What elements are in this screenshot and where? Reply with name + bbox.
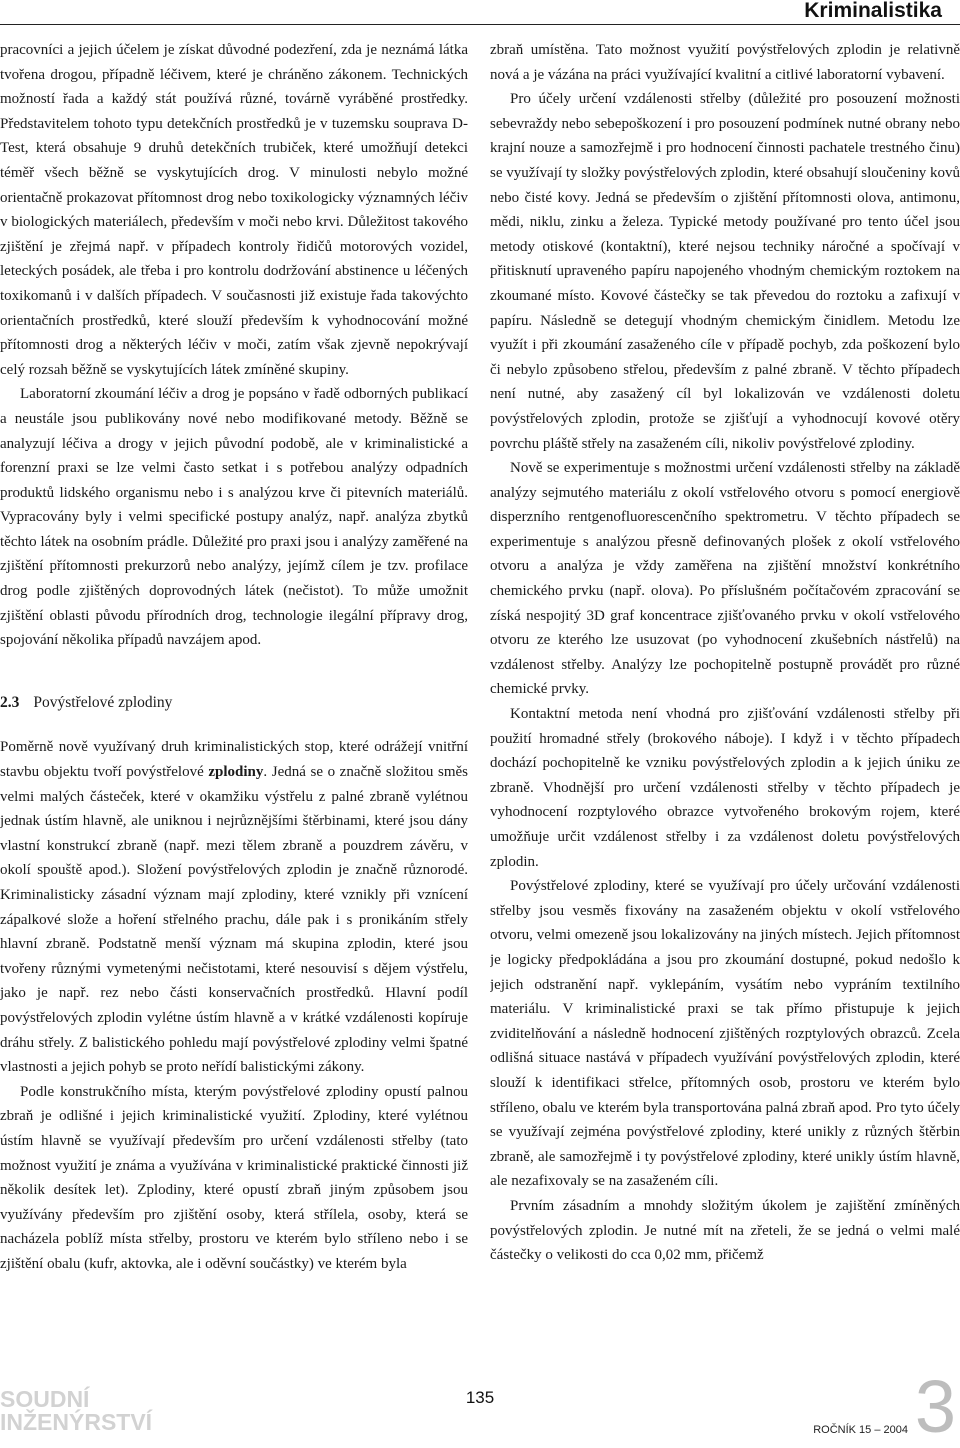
right-column [490,38,960,1338]
paragraph-text: . Jedná se o značně složitou směs velmi malých částeček, které v okamžiku výstřelu z palné zbraně vylétnou jednak ústím hlavně, ale uniknou i nejrůznějšími štěrbinami, které jsou dány vlastní konstrukcí zbraně (např. mezi tělem zbraně a pouzdrem závěru, v okolí spouště apod.). Složení povýstřelových zplodin je značně různorodé. Kriminalisticky zásadní význam mají zplodiny, které vznikly při vznícení zápalkové slože a hoření střelného prachu, dále pak i s pronikáním střely hlavní zbraně. Podstatně menší význam má skupina zplodin, které jsou tvořeny různými vymetenými nečistotami, které nesouvisí s dějem výstřelu, jako je např. rez nebo části konservačních prostředků. Hlavní podíl povýstřelových zplodin vylétne ústím hlavně a v krátké vzdálenosti kopíruje dráhu střely. Z balistického pohledu mají povýstřelové zplodiny velmi špatné vlastnosti a jejich pohyb se proto neřídí balistickými zákony. [0,764,468,1076]
journal-logo-line: SOUDNÍ [0,1386,90,1412]
left-column [0,38,468,1338]
paragraph: Nově se experimentuje s možnostmi určení vzdálenosti střelby na základě analýzy sejmutého materiálu z okolí vstřelového otvoru s pomocí energiově disperzního rentgenofluorescenčního spektrometru. V těchto případech se experimentuje s analýzou přesně definovaných plošek z okolí vstřelového otvoru a analýza je vždy zaměřena na zjištění množství konkrétního chemického prvku (např. olova). Po příslušném počítačovém zpracování se získá nespojitý 3D graf koncentrace zjišťovaného prvku v okolí vstřelového otvoru ze kterého lze usuzovat (po vyhodnocení zkušebních nástřelů) na vzdálenost střelby. Analýzy lze pochopitelně postupně provádět pro různé chemické prvky. [490,460,960,698]
journal-logo-line: INŽENÝRSTVÍ [0,1409,153,1435]
paragraph: Laboratorní zkoumání léčiv a drog je popsáno v řadě odborných publikací a neustále jsou publikovány nové nebo modifikované metody. Běžně se analyzují léčiva a drogy v jejich původní podobě, ale v kriminalistické a forenzní praxi se lze velmi často setkat i s potřebou analýzy odpadních produktů lidského organismu nebo i s analýzou krve či pitevních materiálů. Vypracovány byly i velmi specifické postupy analýz, např. analýza zbytků těchto látek na osobním prádle. Důležité pro praxi jsou i analýzy zaměřené na zjištění přítomnosti prekurzorů nebo analýzy, jejímž cílem je tzv. profilace drog podle zjištěných doprovodných látek (nečistot). To může umožnit zjištění oblasti původu přírodních drog, technologie ilegální přípravy drog, spojování několika případů navzájem apod. [0,386,468,649]
section-number: 2.3 [0,693,20,711]
paragraph: Pro účely určení vzdálenosti střelby (důležité pro posouzení možnosti sebevraždy nebo sebepoškození i pro posouzení podmínek nutné obrany nebo krajní nouze a samozřejmě i pro hodnocení činnosti pachatele trestného činu) se využívají ty složky povýstřelových zplodin, které obsahují sloučeniny kovů nebo čisté kovy. Jedná se především o zjištění přítomnosti olova, antimonu, mědi, niklu, zinku a železa. Typické metody používané pro tento účel jsou metody otiskové (kontaktní), které nejsou techniky náročné a spočívají v přitisknutí upraveného papíru napojeného vhodným chemickým roztokem na zkoumané místo. Kovové částečky se tak převedou do roztoku a zafixují v papíru. Následně se detegují vhodným chemickým činidlem. Metodu lze využít i při zkoumání zasaženého cíle v případě pochyb, zda poškození bylo či nebylo způsobeno střelou, především z palné zbraně. V těchto případech není nutné, aby zasažený cíl byl lokalizován ve vzdálenosti doletu povýstřelových zplodin, protože se zjišťují a vyhodnocují kovové otěry povrchu pláště střely na zasaženém cíli, nikoliv povýstřelové zplodiny. [490,91,960,452]
emphasis-term: zplodiny [208,764,264,781]
paragraph [0,735,468,1079]
paragraph: Podle konstrukčního místa, kterým povýstřelové zplodiny opustí palnou zbraň je odlišné i jejich kriminalistické využití. Zplodiny, které vylétnou ústím hlavně se využívají především pro určení vzdálenosti střelby (tato možnost využití je známa a využívána v kriminalistické praktické činnosti již několik desítek let). Zplodiny, které opustí zbraň jiným způsobem jsou využívány především pro zjištění osoby, která střílela, osoby, která se nacházela poblíž místa střelby, prostoru ve kterém bylo stříleno nebo i se zjištění obalu (kufr, aktovka, ale i oděvní součástky) ve kterém byla [0,1083,468,1272]
paragraph-text: Poměrně nově využívaný druh kriminalistických stop, které odrážejí vnitřní stavbu objektu tvoří povýstřelové [0,739,468,781]
section-title: Povýstřelové zplodiny [33,693,173,711]
paragraph: Povýstřelové zplodiny, které se využívají pro účely určování vzdálenosti střelby jsou vesměs fixovány na zasaženém objektu v okolí vstřelového otvoru, velmi omezeně jsou lokalizovány na jiných místech. Jejich přítomnost je logicky předpokládána a jsou pro zkoumání dostupné, pokud nedošlo k jejich odstranění např. vyklepáním, vysátím nebo vypráním textilního materiálu. V kriminalistické praxi se tak přímo přistupuje k jejich zviditelňování a následně hodnocení zjištěných rozptylových obrazců. Zcela odlišná situace nastává v případech využívání povýstřelových zplodin, které slouží k identifikaci střelce, přítomných osob, prostoru ve kterém bylo stříleno, obalu ve kterém byla transportována palná zbraň apod. Pro tyto účely se využívají zejména povýstřelové zplodiny, které unikly z různých štěrbin zbraně, ale samozřejmě i ty povýstřelové zplodiny, které unikly ústím hlavně, ale nezafixovaly se na zasaženém cíli. [490,878,960,1190]
issue-label: ROČNÍK 15 – 2004 [813,1424,908,1436]
header-rule [0,24,960,25]
page-number: 135 [465,1388,495,1407]
paragraph: pracovníci a jejich účelem je získat důvodné podezření, zda je neznámá látka tvořena drogou, případně léčivem, které je chráněno zákonem. Technických možností řada a každý stát používá různé, továrně vyráběné prostředky. Představitelem tohoto typu detekčních prostředků je v tuzemsku souprava D-Test, která obsahuje 9 druhů detekčních trubiček, které umožňují detekci téměř všech běžně se vyskytujících drog. V minulosti nebylo možné orientačně prokazovat přítomnost drog nebo toxikologicky významných léčiv v biologických materiálech, především v moči nebo krvi. Důležitost takového zjištění je zřejmá např. v případech kontroly řidičů motorových vozidel, leteckých posádek, ale třeba i pro kontrolu dodržování abstinence u léčených toxikomanů i v dalších případech. V současnosti již existuje řada takovýchto orientačních prostředků, které slouží především k vyhodnocování možné přítomnosti drog a některých léčiv v moči, zatím však zjevně nepokrývají celý rozsah běžně se vyskytujících látek zmíněné skupiny. [0,42,468,378]
running-title: Kriminalistika [804,0,942,22]
issue-number: 3 [914,1365,956,1448]
paragraph: zbraň umístěna. Tato možnost využití povýstřelových zplodin je relativně nová a je vázána na práci využívající kvalitní a citlivé laboratorní vybavení. [490,42,960,83]
paragraph: Prvním zásadním a mnohdy složitým úkolem je zajištění zmíněných povýstřelových zplodin. Je nutné mít na zřeteli, že se jedná o velmi malé částečky o velikosti do cca 0,02 mm, přičemž [490,1197,960,1264]
section-heading [0,691,468,716]
paragraph: Kontaktní metoda není vhodná pro zjišťování vzdálenosti střelby při použití hromadné střely (brokového náboje). I když i v těchto případech dochází pochopitelně ke vzniku povýstřelových zplodin a k jejich úniku ze zbraně. Vhodnější pro určení vzdálenosti střelby v těchto případech je vyhodnocení rozptylového obrazce vytvořeného brokovým rojem, které umožňuje určit vzdálenost střelby i za vzdálenost doletu povýstřelových zplodin. [490,706,960,870]
